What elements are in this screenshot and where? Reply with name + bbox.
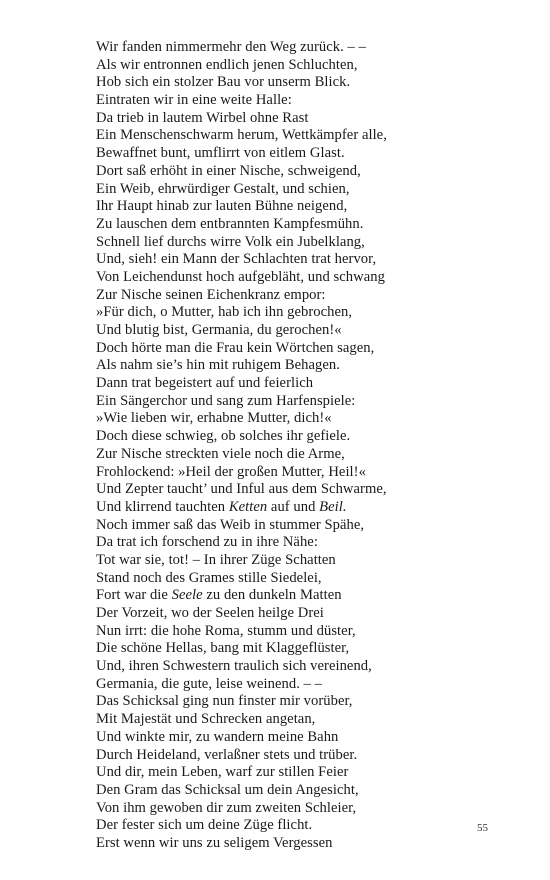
line-text: Und Zepter taucht’ und Inful aus dem Schwarme, (96, 481, 387, 498)
line-text: »Wie lieben wir, erhabne Mutter, dich!« (96, 410, 332, 427)
line-text: Durch Heideland, verlaßner stets und trüber. (96, 746, 358, 763)
line-text: Stand noch des Grames stille Siedelei, (96, 569, 322, 586)
line-text: Doch diese schwieg, ob solches ihr gefiele. (96, 428, 351, 445)
line-text: Und blutig bist, Germania, du gerochen!« (96, 322, 342, 338)
poem-line (96, 269, 387, 287)
poem-line (96, 110, 387, 128)
line-text: Von ihm gewoben dir zum zweiten Schleier, (96, 799, 357, 816)
line-text: Schnell lief durchs wirre Volk ein Jubelklang, (96, 233, 365, 250)
poem-line (96, 623, 387, 641)
poem-line (96, 552, 387, 570)
poem-line (96, 357, 387, 375)
line-text: Und winkte mir, zu wandern meine Bahn (96, 728, 339, 745)
line-text: Den Gram das Schicksal um dein Angesicht, (96, 781, 359, 798)
poem-line (96, 322, 387, 340)
line-text: Das Schicksal ging nun finster mir vorüber, (96, 693, 353, 710)
poem-line (96, 234, 387, 252)
poem-line (96, 198, 387, 216)
poem-line (96, 410, 387, 428)
line-text: Mit Majestät und Schrecken angetan, (96, 711, 316, 728)
line-text: Und, ihren Schwestern traulich sich vereinend, (96, 658, 372, 675)
poem-line (96, 340, 387, 358)
poem-line (96, 145, 387, 163)
line-text: Bewaffnet bunt, umflirrt von eitlem Glast. (96, 145, 345, 162)
line-text: Doch hörte man die Frau kein Wörtchen sagen, (96, 339, 375, 356)
line-text: Da trieb in lautem Wirbel ohne Rast (96, 109, 309, 126)
line-text: Germania, die gute, leise weinend. – – (96, 675, 323, 692)
line-text: Fort war die (96, 587, 172, 604)
poem-line (96, 747, 387, 765)
poem-line (96, 393, 387, 411)
poem-line (96, 800, 387, 818)
poem-line (96, 587, 387, 605)
poem-line (96, 481, 387, 499)
poem-line (96, 835, 387, 853)
poem-line (96, 782, 387, 800)
poem-line (96, 605, 387, 623)
line-text: Als wir entronnen endlich jenen Schluchten, (96, 56, 358, 73)
line-text: Noch immer saß das Weib in stummer Spähe, (96, 516, 365, 533)
line-text: Von Leichendunst hoch aufgebläht, und schwang (96, 268, 385, 285)
line-text: Und klirrend tauchten (96, 498, 229, 515)
poem-line (96, 464, 387, 482)
poem-line (96, 817, 387, 835)
line-text: Zu lauschen dem entbrannten Kampfesmühn. (96, 215, 364, 232)
line-text: Eintraten wir in eine weite Halle: (96, 92, 292, 109)
line-text: Da trat ich forschend zu in ihre Nähe: (96, 534, 318, 551)
poem-line (96, 534, 387, 552)
poem-line (96, 287, 387, 305)
line-text: Ein Menschenschwarm herum, Wettkämpfer alle, (96, 127, 387, 144)
poem-line (96, 251, 387, 269)
line-text: »Für dich, o Mutter, hab ich ihn gebrochen, (96, 304, 353, 321)
poem-line (96, 517, 387, 535)
line-text: Erst wenn wir uns zu seligem Vergessen (96, 834, 333, 851)
line-text: Ein Sängerchor und sang zum Harfenspiele: (96, 392, 356, 409)
poem-line (96, 127, 387, 145)
line-text: Der fester sich um deine Züge flicht. (96, 817, 313, 834)
line-text: Und dir, mein Leben, warf zur stillen Feier (96, 764, 349, 781)
poem-line (96, 428, 387, 446)
line-text: Wir fanden nimmermehr den Weg zurück. – – (96, 39, 366, 55)
emphasized-word: Ketten (228, 498, 268, 515)
poem-line (96, 640, 387, 658)
poem-line (96, 57, 387, 75)
line-text: Als nahm sie’s hin mit ruhigem Behagen. (96, 357, 340, 374)
line-text: Zur Nische seinen Eichenkranz empor: (96, 286, 326, 303)
poem-line (96, 39, 387, 57)
poem-line (96, 92, 387, 110)
poem-line (96, 304, 387, 322)
poem-line (96, 74, 387, 92)
line-text: Dann trat begeistert auf und feierlich (96, 375, 314, 392)
line-text: Dort saß erhöht in einer Nische, schweigend, (96, 162, 361, 179)
line-text: Der Vorzeit, wo der Seelen heilge Drei (96, 605, 324, 621)
line-text: Und, sieh! ein Mann der Schlachten trat hervor, (96, 251, 377, 268)
line-text: Ihr Haupt hinab zur lauten Bühne neigend, (96, 198, 348, 215)
line-text: auf und (267, 498, 320, 515)
line-text: Nun irrt: die hohe Roma, stumm und düster, (96, 622, 356, 639)
poem-line (96, 658, 387, 676)
emphasized-word: Seele (171, 587, 203, 604)
line-text: Frohlockend: »Heil der großen Mutter, Heil!« (96, 463, 366, 480)
poem-line (96, 163, 387, 181)
line-text: Tot war sie, tot! – In ihrer Züge Schatten (96, 551, 336, 568)
poem-line (96, 676, 387, 694)
poem-line (96, 711, 387, 729)
poem-line (96, 375, 387, 393)
emphasized-word: Beil. (319, 498, 347, 515)
poem-line (96, 764, 387, 782)
poem-line (96, 181, 387, 199)
poem-line (96, 499, 387, 517)
line-text: Die schöne Hellas, bang mit Klaggeflüster, (96, 640, 350, 657)
line-text: Hob sich ein stolzer Bau vor unserm Blick. (96, 74, 351, 91)
poem-line (96, 216, 387, 234)
page-number: 55 (477, 822, 488, 834)
poem-line (96, 570, 387, 588)
poem-line (96, 693, 387, 711)
line-text: zu den dunkeln Matten (202, 587, 342, 604)
poem-text (96, 39, 387, 853)
poem-line (96, 446, 387, 464)
poem-line (96, 729, 387, 747)
line-text: Ein Weib, ehrwürdiger Gestalt, und schien, (96, 180, 350, 197)
line-text: Zur Nische streckten viele noch die Arme, (96, 445, 345, 462)
